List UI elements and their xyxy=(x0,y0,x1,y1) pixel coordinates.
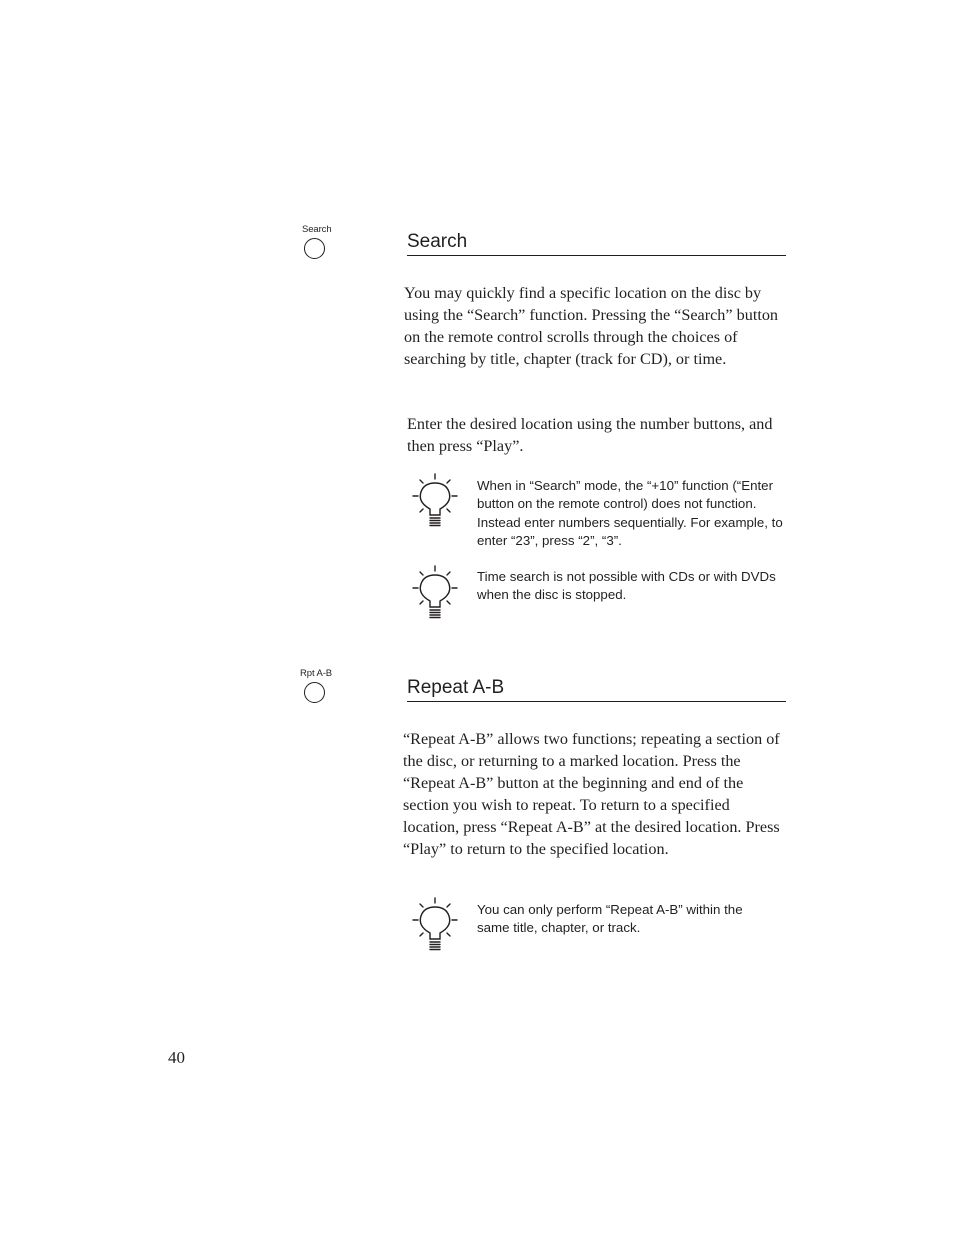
search-tip-1: When in “Search” mode, the “+10” function (“Enter button on the remote control) does not function. Instead enter numbers sequentially. For example, to enter “23”, press “2”, “3”. xyxy=(477,478,783,548)
repeat-button-label: Rpt A-B xyxy=(300,668,333,679)
lightbulb-icon xyxy=(411,564,459,626)
lightbulb-icon xyxy=(411,896,459,958)
repeat-heading: Repeat A-B xyxy=(407,677,505,698)
page-number: 40 xyxy=(168,1048,185,1067)
search-tip-2: Time search is not possible with CDs or with DVDs when the disc is stopped. xyxy=(477,569,776,603)
search-paragraph-1: You may quickly find a specific location on the disc by using the “Search” function. Pressing the “Search” button on the remote control scrolls through the choices of searching by title, chapter (track for CD), or time. xyxy=(404,284,779,368)
search-paragraph-2: Enter the desired location using the number buttons, and then press “Play”. xyxy=(407,415,773,455)
lightbulb-icon xyxy=(411,472,459,534)
repeat-tip-1: You can only perform “Repeat A-B” within the same title, chapter, or track. xyxy=(477,902,743,936)
search-button-label: Search xyxy=(302,224,332,235)
search-heading: Search xyxy=(407,231,468,252)
repeat-button-circle-icon xyxy=(304,682,325,703)
repeat-paragraph-1: “Repeat A-B” allows two functions; repeating a section of the disc, or returning to a marked location. Press the “Repeat A-B” button at the beginning and end of the section you wish to repeat. To return to a specified location, press “Repeat A-B” at the desired location. Press “Play” to return to the specified location. xyxy=(403,730,780,858)
repeat-heading-rule xyxy=(407,701,786,702)
search-heading-rule xyxy=(407,255,786,256)
search-button-circle-icon xyxy=(304,238,325,259)
